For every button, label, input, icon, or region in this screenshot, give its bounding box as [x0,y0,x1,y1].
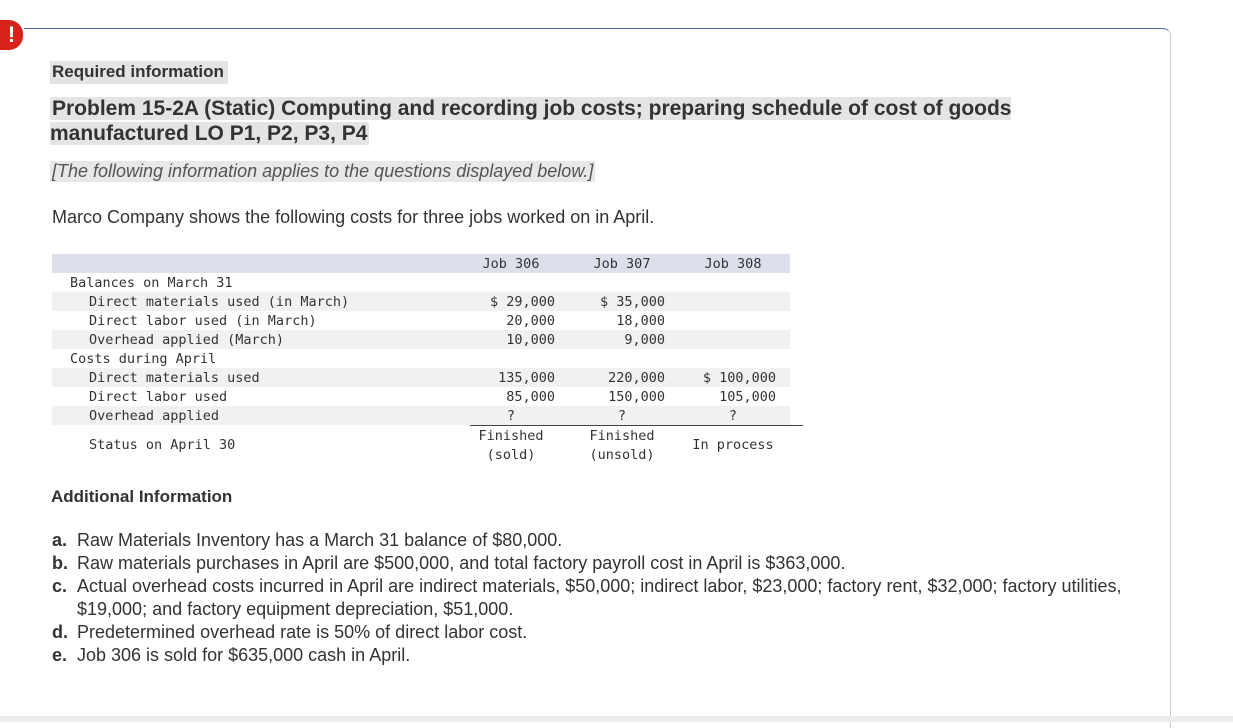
table-cell: 18,000 [616,313,665,329]
row-label: Balances on March 31 [70,275,233,291]
column-header-job-308: Job 308 [704,256,762,272]
list-item: d. Predetermined overhead rate is 50% of direct labor cost. [52,622,528,642]
list-item: a. Raw Materials Inventory has a March 31 balance of $80,000. [52,530,563,550]
row-label: Overhead applied (March) [89,332,285,348]
status-value: Finished [589,428,655,444]
list-item: b. Raw materials purchases in April are $500,000, and total factory payroll cost in April is $363,000. [52,553,846,573]
intro-text: Marco Company shows the following costs for three jobs worked on in April. [52,207,655,227]
table-cell: 150,000 [608,389,665,405]
row-label: Direct materials used (in March) [89,294,350,310]
row-label: Direct materials used [89,370,260,386]
table-cell: $ 29,000 [489,294,555,310]
row-label: Costs during April [70,351,217,367]
table-total-rule [470,425,803,426]
table-cell: 85,000 [506,389,555,405]
alert-icon: ! [0,20,23,50]
additional-info-heading: Additional Information [51,487,233,506]
list-item: e. Job 306 is sold for $635,000 cash in April. [52,645,411,665]
column-header-job-307: Job 307 [593,256,651,272]
table-cell: $ 35,000 [599,294,665,310]
status-label: Status on April 30 [89,437,236,453]
required-info-heading: Required information [50,61,228,84]
row-label: Overhead applied [89,408,220,424]
bottom-divider [0,716,1233,722]
row-label: Direct labor used [89,389,228,405]
table-cell: 9,000 [624,332,665,348]
status-value: (unsold) [589,447,655,463]
table-cell: ? [728,408,738,424]
table-cell: ? [506,408,516,424]
problem-title: Problem 15-2A (Static) Computing and recording job costs; preparing schedule of cost of goods manufactured LO P1, P2, P3, P4 [50,97,1012,145]
table-cell: 135,000 [498,370,555,386]
table-cell: 10,000 [506,332,555,348]
row-label: Direct labor used (in March) [89,313,317,329]
table-cell: 20,000 [506,313,555,329]
list-item: c. Actual overhead costs incurred in April are indirect materials, $50,000; indirect labor, $23,000; factory rent, $32,000; factory utilities, $19,000; and factory equipment depreciation, $51,000. [52,576,1122,619]
column-header-job-306: Job 306 [482,256,540,272]
additional-info-list [52,529,1152,667]
table-cell: 105,000 [719,389,776,405]
status-value: (sold) [486,447,536,463]
status-value: Finished [478,428,544,444]
status-value: In process [692,437,774,453]
table-cell: $ 100,000 [702,370,776,386]
table-cell: ? [617,408,627,424]
table-header-band [52,254,790,273]
table-cell: 220,000 [608,370,665,386]
applies-note: [The following information applies to the questions displayed below.] [52,161,594,181]
